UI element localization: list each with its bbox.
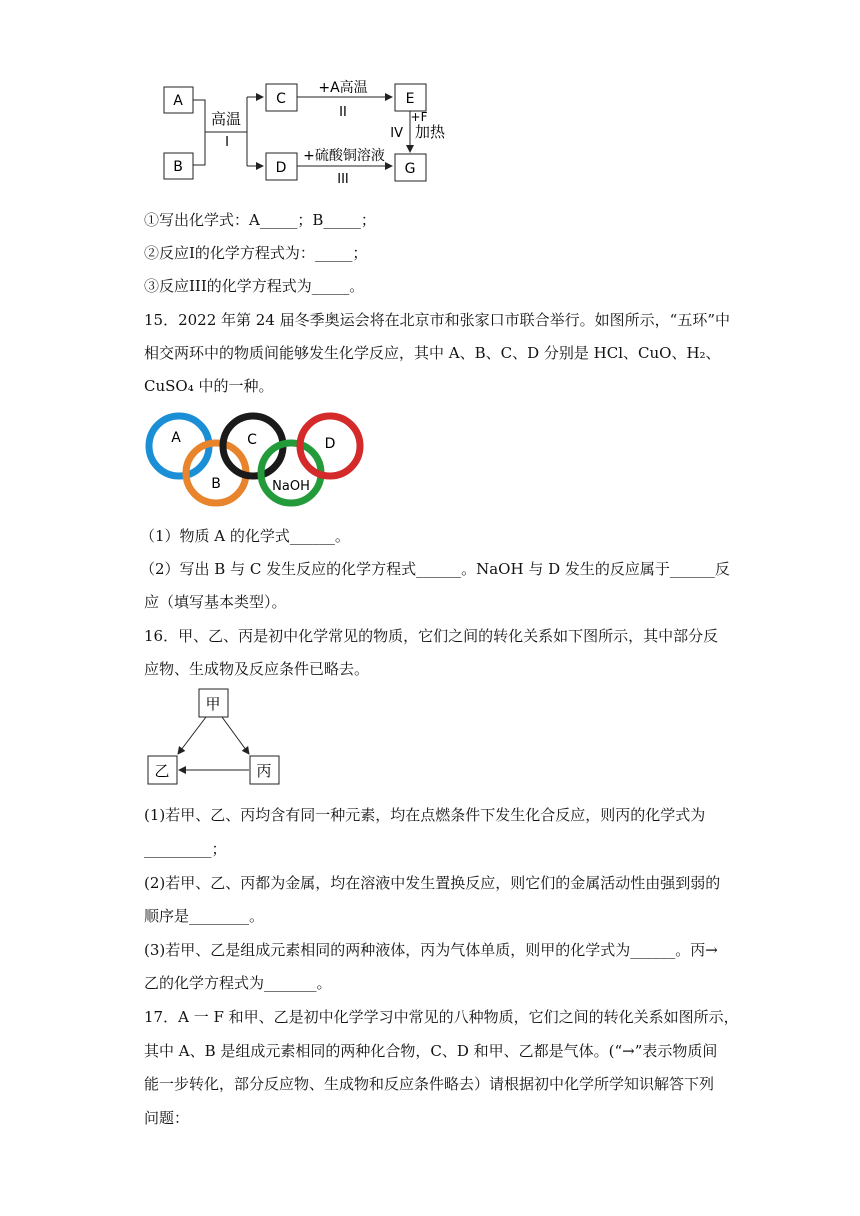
cond-2-bottom: II xyxy=(339,105,347,120)
olympic-rings-diagram xyxy=(140,402,380,510)
ring-b-label: B xyxy=(211,476,221,492)
q17-line-2: 其中 A、B 是组成元素相同的两种化合物，C、D 和甲、乙都是气体。(“→”表示物质间 xyxy=(144,1042,718,1060)
q14-line-3: ③反应III的化学方程式为_____。 xyxy=(144,277,365,295)
arrow-jia-yi xyxy=(178,717,206,754)
label-bing: 丙 xyxy=(256,762,272,780)
q14-line-2: ②反应I的化学方程式为：_____； xyxy=(144,244,368,262)
q17-line-4: 问题： xyxy=(144,1109,190,1127)
q15-part-2b: 应（填写基本类型）。 xyxy=(144,593,287,611)
label-yi: 乙 xyxy=(154,762,170,780)
reaction-flow-diagram xyxy=(0,0,860,200)
q16-part-3b: 乙的化学方程式为_______。 xyxy=(144,974,332,992)
label-e: E xyxy=(405,91,415,107)
ring-c-label: C xyxy=(247,432,257,448)
label-a: A xyxy=(173,93,183,109)
q14-line-1: ①写出化学式：A_____；B_____； xyxy=(144,211,376,229)
q16-line-1: 16．甲、乙、丙是初中化学常见的物质，它们之间的转化关系如下图所示，其中部分反 xyxy=(144,627,719,645)
cond-2-top: +A高温 xyxy=(318,80,368,96)
q16-part-1a: (1)若甲、乙、丙均含有同一种元素，均在点燃条件下发生化合反应，则丙的化学式为 xyxy=(144,806,706,824)
cond-3-top: +硫酸铜溶液 xyxy=(303,148,385,164)
q15-line-2: 相交两环中的物质间能够发生化学反应，其中 A、B、C、D 分别是 HCl、CuO、H₂、 xyxy=(144,344,721,362)
q15-line-1: 15．2022 年第 24 届冬季奥运会将在北京市和张家口市联合举行。如图所示，“五环”中 xyxy=(144,311,730,329)
q15-line-3: CuSO₄ 中的一种。 xyxy=(144,377,274,395)
label-c: C xyxy=(276,91,286,107)
label-b: B xyxy=(173,159,183,175)
q16-part-2a: (2)若甲、乙、丙都为金属，均在溶液中发生置换反应，则它们的金属活动性由强到弱的 xyxy=(144,874,721,892)
q16-part-1b: _________； xyxy=(144,840,227,858)
cond-3-bottom: III xyxy=(337,172,349,187)
q17-line-3: 能一步转化，部分反应物、生成物和反应条件略去）请根据初中化学所学知识解答下列 xyxy=(144,1075,715,1093)
ring-a-label: A xyxy=(171,430,181,446)
q16-part-2b: 顺序是________。 xyxy=(144,907,265,925)
label-d: D xyxy=(275,160,287,176)
arrow-jia-bing xyxy=(222,717,249,754)
q15-part-2a: （2）写出 B 与 C 发生反应的化学方程式______。NaOH 与 D 发生的反应属于______反 xyxy=(140,560,730,578)
cond-4-right: 加热 xyxy=(415,123,446,141)
ring-naoh-label: NaOH xyxy=(272,479,310,494)
q16-part-3a: (3)若甲、乙是组成元素相同的两种液体，丙为气体单质，则甲的化学式为______。丙→ xyxy=(144,941,718,959)
bracket-ab xyxy=(193,100,205,165)
cond-1-bottom: I xyxy=(225,135,229,150)
q16-line-2: 应物、生成物及反应条件已略去。 xyxy=(144,660,370,678)
label-jia: 甲 xyxy=(205,695,221,713)
cond-4-left: IV xyxy=(390,126,403,141)
ring-d-label: D xyxy=(324,436,336,452)
triangle-transform-diagram xyxy=(140,686,300,786)
label-g: G xyxy=(404,161,416,177)
cond-4-top: +F xyxy=(410,110,428,124)
q15-part-1: （1）物质 A 的化学式______。 xyxy=(140,527,350,545)
cond-1-top: 高温 xyxy=(210,110,242,128)
q17-line-1: 17．A 一 F 和甲、乙是初中化学学习中常见的八种物质，它们之间的转化关系如图所示， xyxy=(144,1008,739,1026)
